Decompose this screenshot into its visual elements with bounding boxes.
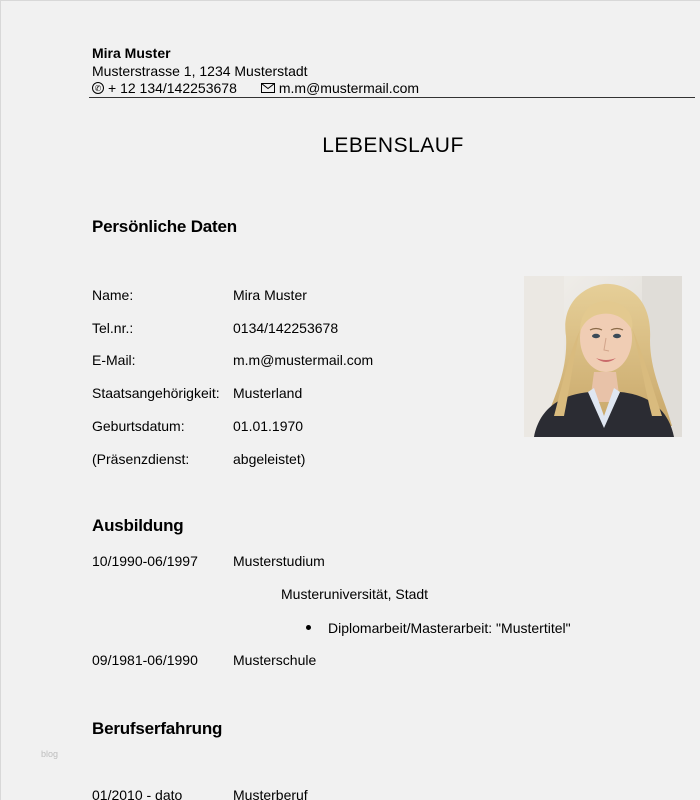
header-phone: + 12 134/142253678 xyxy=(108,80,237,96)
section-heading-education: Ausbildung xyxy=(92,516,184,535)
section-heading-personal: Persönliche Daten xyxy=(92,217,237,236)
education-bullet-text: Diplomarbeit/Masterarbeit: "Mustertitel" xyxy=(328,620,571,636)
experience-period-1: 01/2010 - dato xyxy=(92,787,183,800)
education-period-2: 09/1981-06/1990 xyxy=(92,652,198,668)
portrait-photo xyxy=(524,276,682,437)
personal-label-birthdate: Geburtsdatum: xyxy=(92,418,185,434)
personal-label-email: E-Mail: xyxy=(92,352,136,368)
header-address: Musterstrasse 1, 1234 Musterstadt xyxy=(92,63,308,79)
envelope-icon xyxy=(261,83,275,93)
personal-value-nationality: Musterland xyxy=(233,385,303,401)
personal-label-phone: Tel.nr.: xyxy=(92,320,134,336)
personal-value-birthdate: 01.01.1970 xyxy=(233,418,304,434)
header-email: m.m@mustermail.com xyxy=(278,80,420,96)
document-title: LEBENSLAUF xyxy=(322,134,464,157)
header-divider xyxy=(89,97,695,98)
personal-value-name: Mira Muster xyxy=(233,287,307,303)
section-heading-experience: Berufserfahrung xyxy=(92,719,223,738)
personal-label-service: (Präsenzdienst: xyxy=(92,451,190,467)
personal-value-phone: 0134/142253678 xyxy=(233,320,339,336)
bullet-dot-icon xyxy=(306,625,311,630)
portrait-illustration xyxy=(524,276,682,437)
personal-label-nationality: Staatsangehörigkeit: xyxy=(92,385,220,401)
header-contact xyxy=(92,80,419,96)
education-institution-1: Musteruniversität, Stadt xyxy=(281,586,429,602)
header-name: Mira Muster xyxy=(92,45,171,61)
watermark-text: blog xyxy=(41,749,59,759)
phone-icon: ✆ xyxy=(92,82,104,94)
education-period-1: 10/1990-06/1997 xyxy=(92,553,198,569)
education-title-2: Musterschule xyxy=(233,652,317,668)
experience-title-1: Musterberuf xyxy=(233,787,308,800)
education-title-1: Musterstudium xyxy=(233,553,325,569)
personal-value-service: abgeleistet) xyxy=(233,451,306,467)
personal-value-email: m.m@mustermail.com xyxy=(233,352,374,368)
education-bullet-1 xyxy=(306,620,571,636)
personal-label-name: Name: xyxy=(92,287,134,303)
